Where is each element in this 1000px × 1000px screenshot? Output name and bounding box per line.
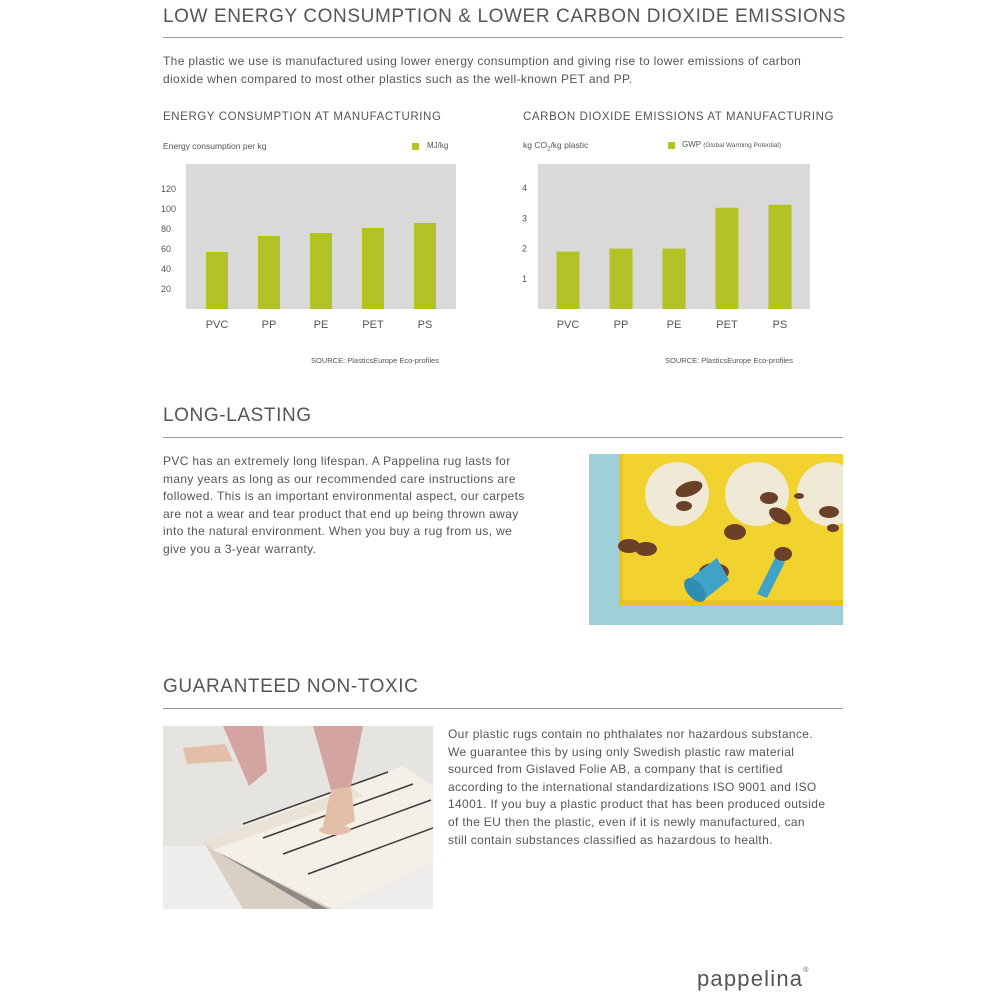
co2-ylabel-prefix: kg CO — [523, 140, 548, 150]
long-lasting-line: followed. This is an important environmental aspect, our carpets — [163, 489, 525, 504]
co2-legend-name: GWP — [682, 140, 701, 149]
co2-bar-pvc — [557, 252, 580, 309]
long-lasting-line: are not a wear and tear product that end up being thrown away — [163, 506, 519, 521]
rug-coffee-photo — [589, 454, 843, 625]
long-lasting-text — [163, 453, 563, 559]
energy-intro-line-1: The plastic we use is manufactured using lower energy consumption and giving rise to lower emissions of carbon — [163, 54, 802, 68]
energy-heading-rule — [163, 37, 843, 38]
energy-y-tick-label: 60 — [161, 244, 172, 254]
co2-chart-ylabel — [523, 140, 588, 153]
co2-y-tick-label: 1 — [522, 273, 528, 284]
co2-ylabel-suffix: /kg plastic — [550, 140, 589, 150]
co2-chart-title: CARBON DIOXIDE EMISSIONS AT MANUFACTURING — [523, 111, 835, 123]
energy-chart-title: ENERGY CONSUMPTION AT MANUFACTURING — [163, 111, 442, 123]
long-lasting-line: many years as long as our recommended care instructions are — [163, 471, 516, 486]
co2-x-tick-label: PP — [613, 319, 629, 331]
energy-legend-label: MJ/kg — [427, 141, 449, 150]
co2-legend-note: (Global Warming Potential) — [703, 142, 781, 149]
energy-bar-ps — [414, 223, 436, 309]
energy-y-tick-label: 80 — [161, 224, 172, 234]
co2-y-tick-label: 2 — [522, 243, 528, 254]
energy-x-tick-label: PS — [417, 319, 433, 331]
long-lasting-rule — [163, 437, 843, 438]
long-lasting-line: give you a 3-year warranty. — [163, 541, 317, 556]
non-toxic-line: Our plastic rugs contain no phthalates nor hazardous substance. — [448, 727, 813, 741]
energy-y-tick-label: 100 — [161, 204, 177, 214]
energy-legend-swatch — [412, 143, 419, 150]
long-lasting-line: into the natural environment. When you buy a rug from us, we — [163, 524, 513, 539]
energy-bar-pvc — [206, 252, 228, 309]
non-toxic-heading: GUARANTEED NON-TOXIC — [163, 676, 419, 697]
co2-x-tick-label: PET — [716, 319, 738, 331]
energy-bar-pp — [258, 236, 280, 309]
energy-x-tick-label: PE — [313, 319, 329, 331]
energy-x-tick-label: PP — [261, 319, 277, 331]
brand-logo — [697, 966, 810, 992]
non-toxic-line: of the EU then the plastic, even if it is newly manufactured, can — [448, 814, 805, 829]
non-toxic-text — [448, 726, 848, 849]
co2-legend-swatch — [668, 142, 675, 149]
non-toxic-line: still contain substances classified as hazardous to health. — [448, 832, 773, 847]
co2-y-tick-label: 3 — [522, 213, 528, 224]
co2-bar-pet — [716, 208, 739, 309]
co2-chart — [505, 160, 825, 340]
energy-y-tick-label: 120 — [161, 184, 177, 194]
co2-x-tick-label: PS — [772, 319, 788, 331]
non-toxic-line: according to the international standardizations ISO 9001 and ISO — [448, 779, 817, 794]
energy-intro-line-2: dioxide when compared to most other plastics such as the well-known PET and PP. — [163, 71, 633, 86]
non-toxic-line: 14001. If you buy a plastic product that has been produced outside — [448, 797, 826, 812]
co2-bar-pe — [663, 249, 686, 309]
non-toxic-rule — [163, 708, 843, 709]
co2-y-tick-label: 4 — [522, 183, 528, 194]
energy-y-tick-label: 40 — [161, 264, 172, 274]
co2-x-tick-label: PVC — [556, 319, 580, 331]
energy-chart-ylabel: Energy consumption per kg — [163, 141, 267, 151]
brand-mark: ® — [803, 967, 810, 974]
co2-legend-label — [682, 140, 781, 149]
long-lasting-heading: LONG-LASTING — [163, 405, 312, 426]
energy-chart — [150, 160, 470, 340]
co2-chart-source: SOURCE: PlasticsEurope Eco-profiles — [665, 356, 793, 365]
co2-bar-pp — [610, 249, 633, 309]
energy-bar-pet — [362, 228, 384, 309]
brand-name: pappelina — [697, 966, 804, 991]
energy-x-tick-label: PET — [362, 319, 384, 331]
energy-bar-pe — [310, 233, 332, 309]
co2-bar-ps — [769, 205, 792, 309]
co2-ylabel-sub: 2 — [547, 146, 551, 153]
long-lasting-line: PVC has an extremely long lifespan. A Pappelina rug lasts for — [163, 454, 511, 468]
non-toxic-line: sourced from Gislaved Folie AB, a company that is certified — [448, 762, 783, 777]
rug-feet-photo — [163, 726, 433, 909]
energy-x-tick-label: PVC — [205, 319, 229, 331]
energy-y-tick-label: 20 — [161, 284, 172, 294]
non-toxic-line: We guarantee this by using only Swedish plastic raw material — [448, 744, 795, 759]
energy-heading: LOW ENERGY CONSUMPTION & LOWER CARBON DIOXIDE EMISSIONS — [163, 6, 846, 27]
energy-intro — [163, 53, 853, 88]
co2-x-tick-label: PE — [666, 319, 682, 331]
energy-chart-source: SOURCE: PlasticsEurope Eco-profiles — [311, 356, 439, 365]
